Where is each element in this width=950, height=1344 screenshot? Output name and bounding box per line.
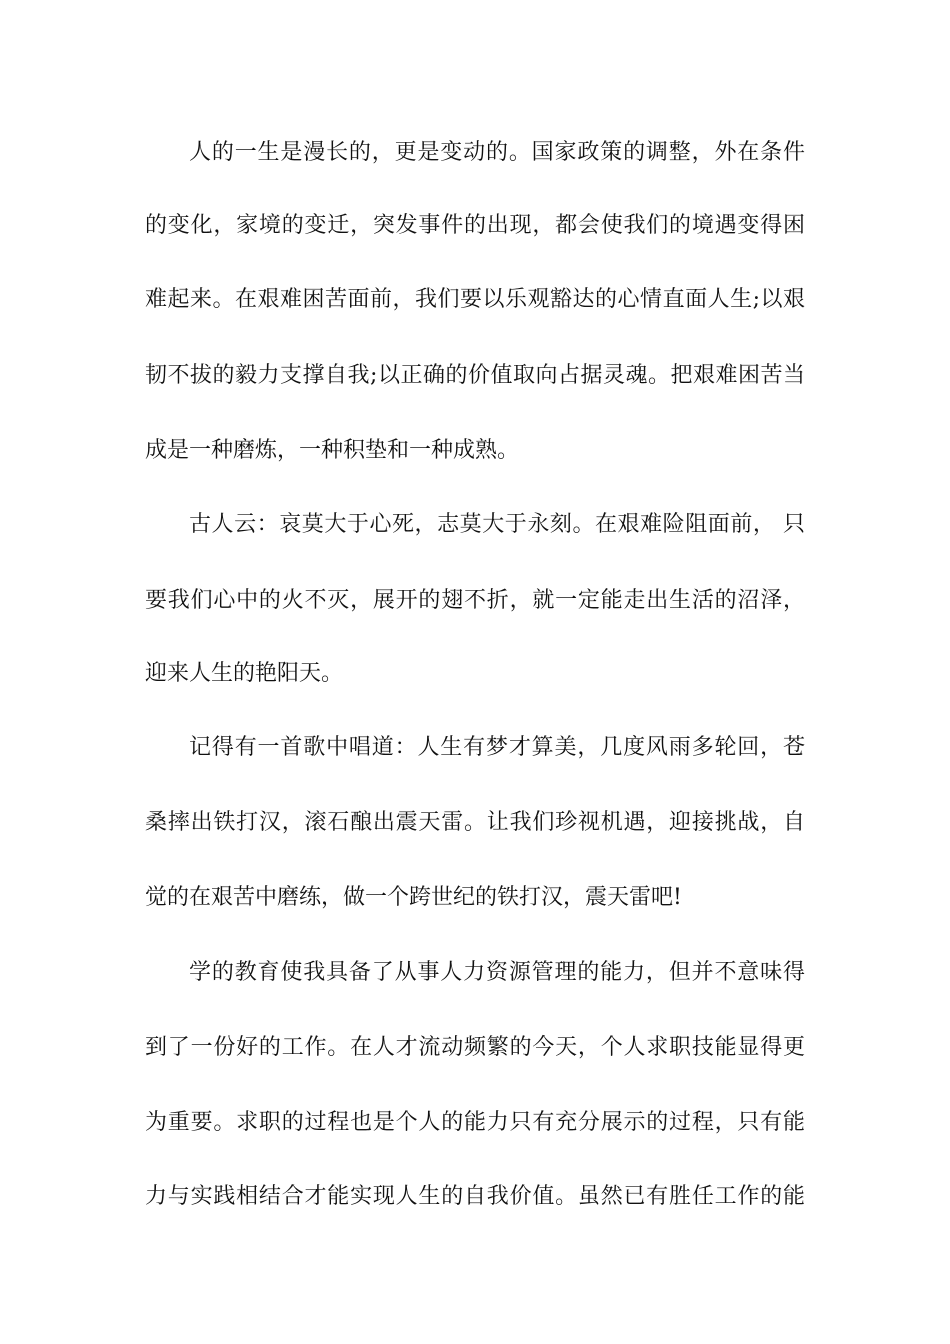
- text-line: 觉的在艰苦中磨练，做一个跨世纪的铁打汉，震天雷吧!: [145, 885, 682, 910]
- text-line: 为重要。求职的过程也是个人的能力只有充分展示的过程，只有能: [145, 1110, 805, 1135]
- text-line: 桑摔出铁打汉，滚石酿出震天雷。让我们珍视机遇，迎接挑战，自: [145, 810, 805, 835]
- text-line: 学的教育使我具备了从事人力资源管理的能力，但并不意味得: [189, 960, 805, 985]
- text-line: 成是一种磨炼，一种积垫和一种成熟。: [145, 438, 520, 463]
- text-line: 的变化，家境的变迁，突发事件的出现，都会使我们的境遇变得困: [145, 213, 805, 238]
- text-line: 难起来。在艰难困苦面前，我们要以乐观豁达的心情直面人生;以艰: [145, 287, 805, 312]
- text-line: 记得有一首歌中唱道：人生有梦才算美，几度风雨多轮回，苍: [189, 735, 805, 760]
- text-line: 人的一生是漫长的，更是变动的。国家政策的调整，外在条件: [189, 140, 805, 165]
- text-line: 古人云：哀莫大于心死，志莫大于永刻。在艰难险阻面前， 只: [189, 512, 805, 537]
- text-line: 韧不拔的毅力支撑自我;以正确的价值取向占据灵魂。把艰难困苦当: [145, 363, 805, 388]
- text-line: 力与实践相结合才能实现人生的自我价值。虽然已有胜任工作的能: [145, 1184, 805, 1209]
- text-line: 要我们心中的火不灭，展开的翅不折，就一定能走出生活的沼泽，: [145, 588, 805, 613]
- text-line: 迎来人生的艳阳天。: [145, 661, 344, 686]
- text-line: 到了一份好的工作。在人才流动频繁的今天，个人求职技能显得更: [145, 1035, 805, 1060]
